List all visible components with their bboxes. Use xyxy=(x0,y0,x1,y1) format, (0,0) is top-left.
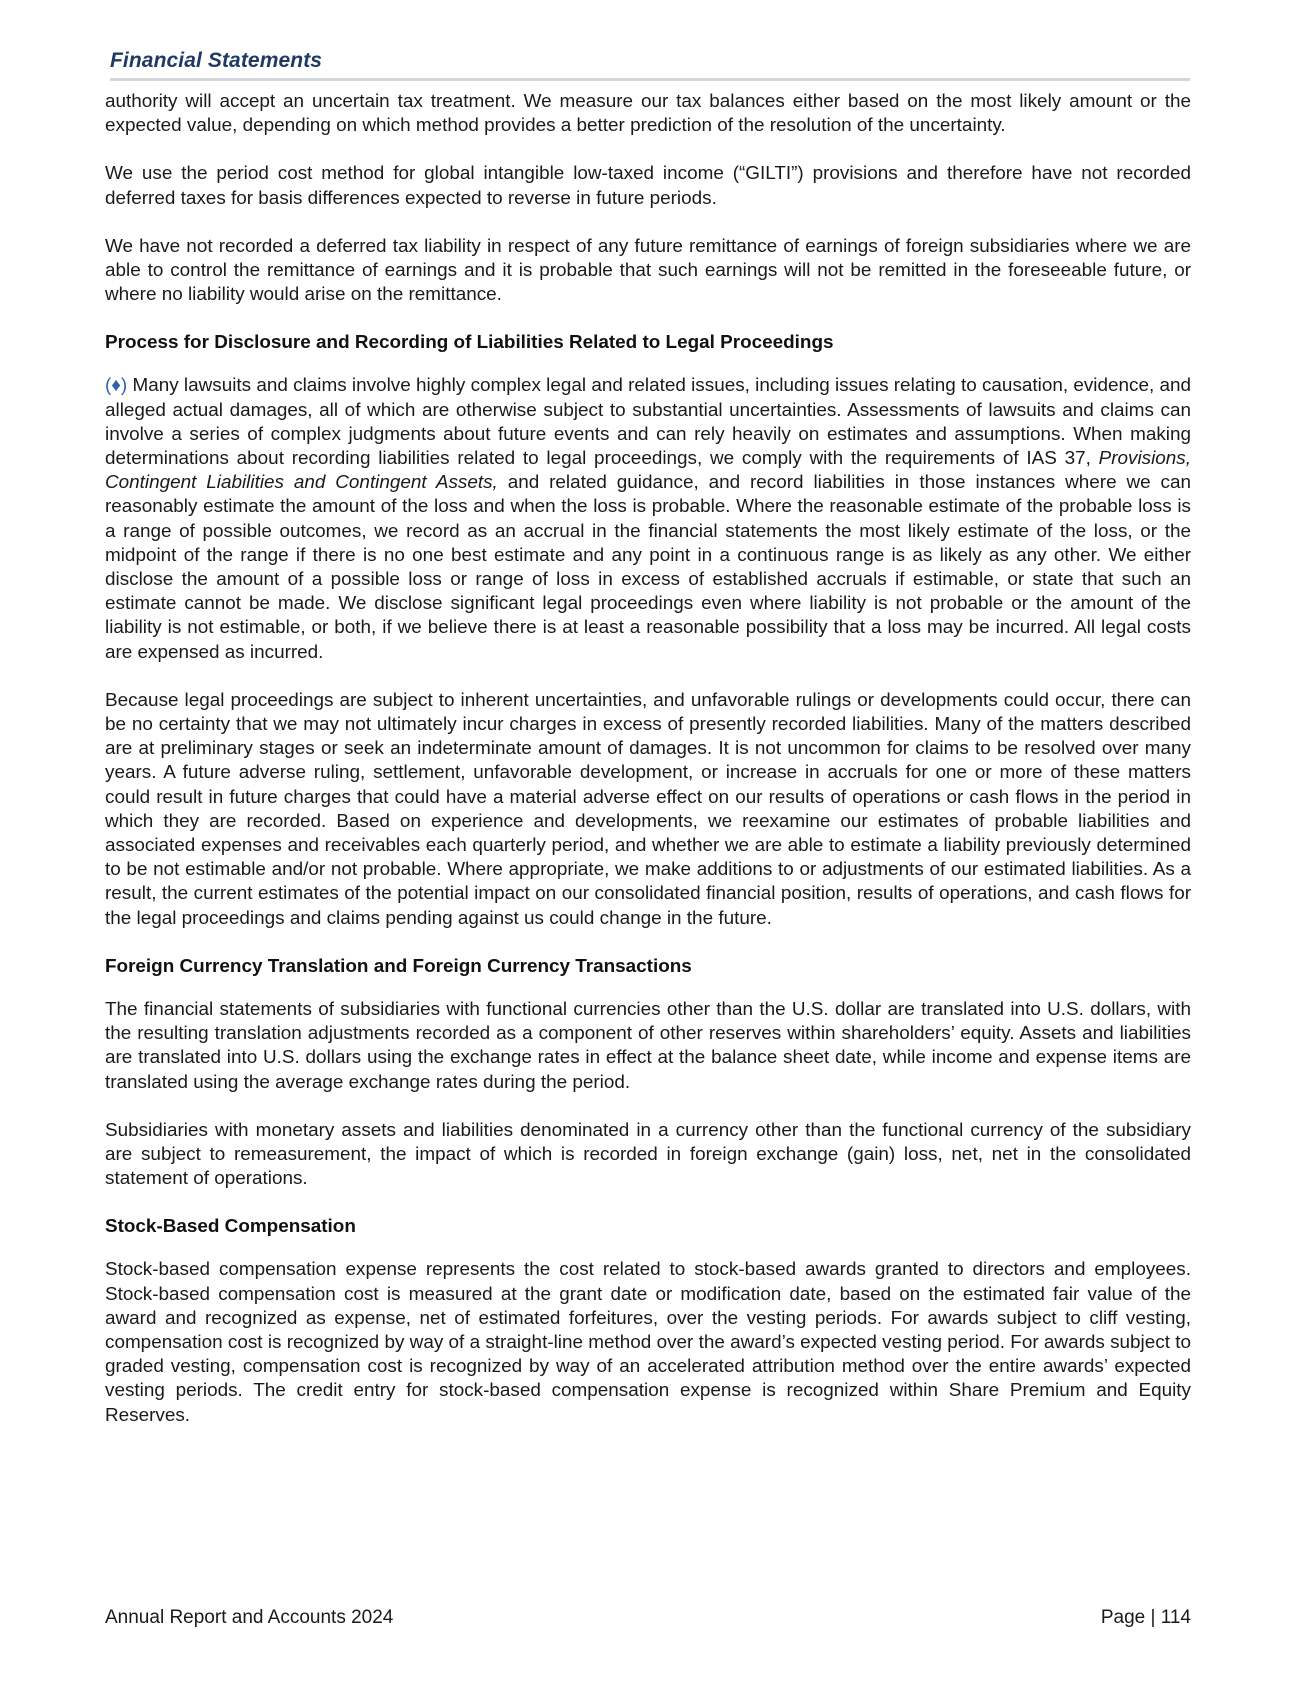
paragraph-legal-1-text-a: Many lawsuits and claims involve highly complex legal and related issues, including issues relating to causation, evidence, and alleged actual damages, all of which are otherwise subject to substantial uncertainties. Assessments of lawsuits and claims can involve a series of complex judgments about future events and can rely heavily on estimates and assumptions. When making determinations about recording liabilities related to legal proceedings, we comply with the requirements of IAS 37, xyxy=(105,375,1191,470)
paragraph-gilti: We use the period cost method for global intangible low-taxed income (“GILTI”) provisions and therefore have not recorded deferred taxes for basis differences expected to reverse in future periods. xyxy=(105,163,1191,209)
critical-estimate-marker: (♦) xyxy=(105,375,128,397)
page-header xyxy=(110,48,1190,81)
paragraph-fx-1: The financial statements of subsidiaries with functional currencies other than the U.S. dollar are translated into U.S. dollars, with the resulting translation adjustments recorded as a component of other reserves within shareholders’ equity. Assets and liabilities are translated into U.S. dollars using the exchange rates in effect at the balance sheet date, while income and expense items are translated using the average exchange rates during the period. xyxy=(105,998,1191,1093)
heading-legal-proceedings: Process for Disclosure and Recording of Liabilities Related to Legal Proceedings xyxy=(105,332,834,354)
ias37-title: Provisions, Contingent Liabilities and Contingent Assets, xyxy=(105,448,1191,494)
heading-foreign-currency: Foreign Currency Translation and Foreign Currency Transactions xyxy=(105,955,692,977)
paragraph-fx-2: Subsidiaries with monetary assets and liabilities denominated in a currency other than the functional currency of the subsidiary are subject to remeasurement, the impact of which is recorded in foreign exchange (gain) loss, net, net in the consolidated statement of operations. xyxy=(105,1119,1191,1190)
footer-page-number: Page | 114 xyxy=(1100,1607,1191,1628)
paragraph-legal-1 xyxy=(105,374,1191,664)
document-body xyxy=(105,90,1191,1452)
page-section-title: Financial Statements xyxy=(110,49,323,72)
paragraph-legal-1-text-b: and related guidance, and record liabilities in those instances where we can reasonably estimate the amount of the loss and when the loss is probable. Where the reasonable estimate of the probable loss is a range of possible outcomes, we record as an accrual in the financial statements the most likely estimate of the loss, or the midpoint of the range if there is no one best estimate and any point in a continuous range is as likely as any other. We either disclose the amount of a possible loss or range of loss in excess of established accruals if estimable, or state that such an estimate cannot be made. We disclose significant legal proceedings even where liability is not probable or the amount of the liability is not estimable, or both, if we believe there is at least a reasonable possibility that a loss may be incurred. All legal costs are expensed as incurred. xyxy=(105,472,1191,663)
paragraph-sbc: Stock-based compensation expense represents the cost related to stock-based awards granted to directors and employees. Stock-based compensation cost is measured at the grant date or modification date, based on the estimated fair value of the award and recognized as expense, net of estimated forfeitures, over the vesting periods. For awards subject to cliff vesting, compensation cost is recognized by way of a straight-line method over the award’s expected vesting period. For awards subject to graded vesting, compensation cost is recognized by way of an accelerated attribution method over the entire awards’ expected vesting periods. The credit entry for stock-based compensation expense is recognized within Share Premium and Equity Reserves. xyxy=(105,1259,1191,1426)
paragraph-legal-2: Because legal proceedings are subject to inherent uncertainties, and unfavorable rulings or developments could occur, there can be no certainty that we may not ultimately incur charges in excess of presently recorded liabilities. Many of the matters described are at preliminary stages or seek an indeterminate amount of damages. It is not uncommon for claims to be resolved over many years. A future adverse ruling, settlement, unfavorable development, or increase in accruals for one or more of these matters could result in future charges that could have a material adverse effect on our results of operations or cash flows in the period in which they are recorded. Based on experience and developments, we reexamine our estimates of probable liabilities and associated expenses and receivables each quarterly period, and whether we are able to estimate a liability previously determined to be not estimable and/or not probable. Where appropriate, we make additions to or adjustments of our estimated liabilities. As a result, the current estimates of the potential impact on our consolidated financial position, results of operations, and cash flows for the legal proceedings and claims pending against us could change in the future. xyxy=(105,689,1191,929)
heading-stock-based-compensation: Stock-Based Compensation xyxy=(105,1216,356,1238)
paragraph-tax-uncertainty: authority will accept an uncertain tax treatment. We measure our tax balances either based on the most likely amount or the expected value, depending on which method provides a better prediction of the resolution of the uncertainty. xyxy=(105,91,1191,137)
footer-report-title: Annual Report and Accounts 2024 xyxy=(105,1607,394,1628)
paragraph-deferred-tax: We have not recorded a deferred tax liability in respect of any future remittance of earnings of foreign subsidiaries where we are able to control the remittance of earnings and it is probable that such earnings will not be remitted in the foreseeable future, or where no liability would arise on the remittance. xyxy=(105,235,1191,306)
